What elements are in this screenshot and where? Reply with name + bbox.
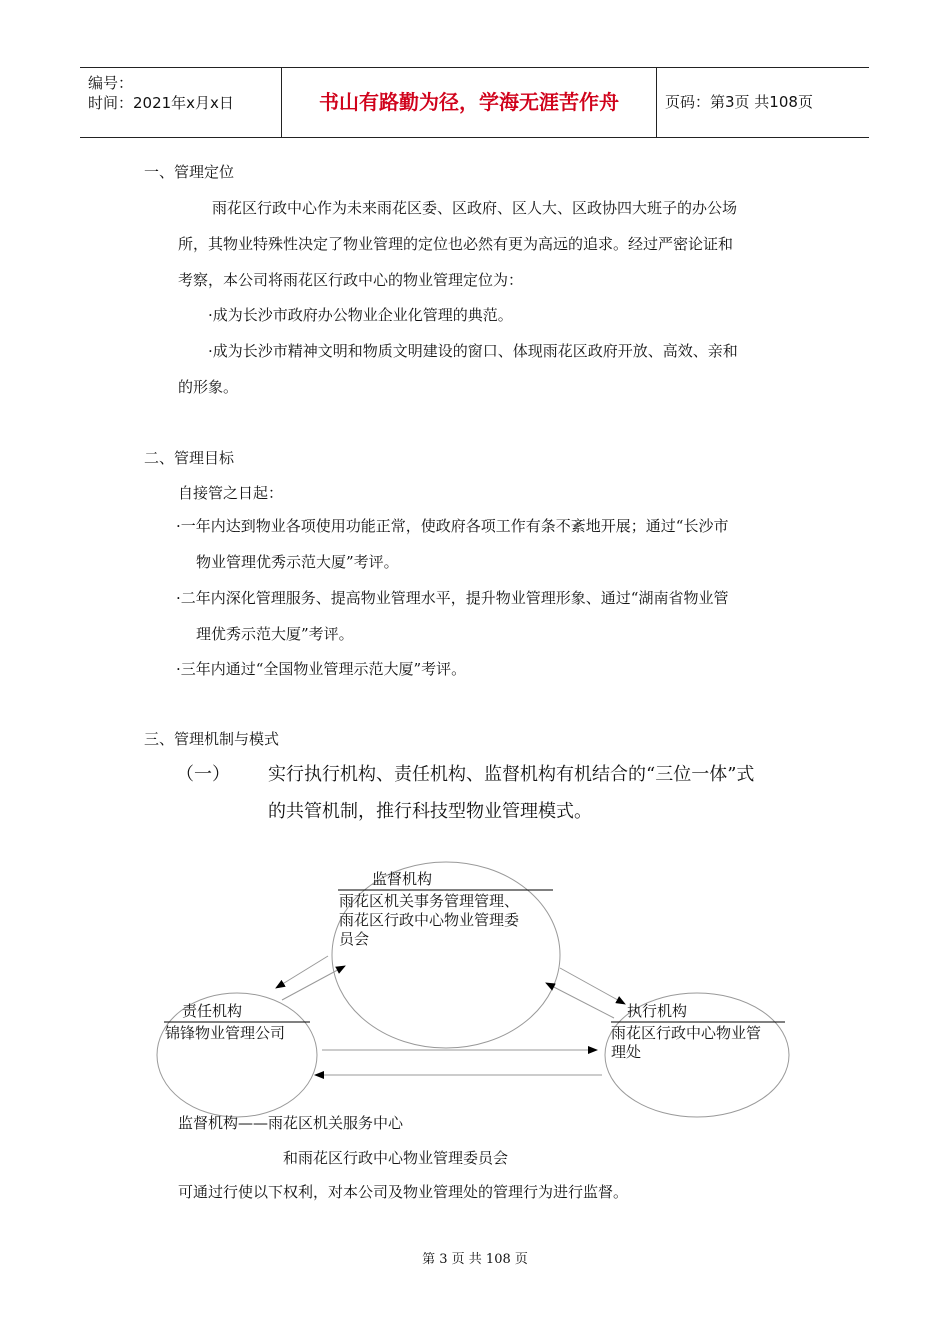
- section2-item2-line1: ·二年内深化管理服务、提高物业管理水平，提升物业管理形象、通过“湖南省物业管: [176, 589, 729, 607]
- section3-title: 三、管理机制与模式: [144, 730, 280, 748]
- after-line3: 可通过行使以下权利，对本公司及物业管理处的管理行为进行监督。: [178, 1183, 629, 1201]
- arrow-execute-to-supervise: [546, 983, 614, 1018]
- section1-title: 一、管理定位: [144, 163, 235, 181]
- arrow-supervise-to-execute: [560, 968, 625, 1004]
- section1-bullet2-line2: 的形象。: [178, 378, 239, 396]
- page-footer: 第 3 页 共 108 页: [422, 1252, 528, 1267]
- supervise-line1: 雨花区机关事务管理管理、: [339, 892, 520, 910]
- section2-intro: 自接管之日起：: [178, 484, 284, 502]
- section1-bullet2-line1: ·成为长沙市精神文明和物质文明建设的窗口、体现雨花区政府开放、高效、亲和: [208, 342, 738, 360]
- section2-item3: ·三年内通过“全国物业管理示范大厦”考评。: [176, 660, 467, 678]
- execute-line2: 理处: [611, 1043, 642, 1061]
- section1-para1-line3: 考察，本公司将雨花区行政中心的物业管理定位为：: [178, 271, 524, 289]
- section1-bullet1: ·成为长沙市政府办公物业企业化管理的典范。: [208, 306, 513, 324]
- supervise-title: 监督机构: [372, 870, 433, 888]
- section1-para1-line2: 所，其物业特殊性决定了物业管理的定位也必然有更为高远的追求。经过严密论证和: [178, 235, 734, 253]
- after-line1: 监督机构——雨花区机关服务中心: [178, 1114, 404, 1132]
- number-label: 编号：: [88, 74, 134, 92]
- section3-sub-line1: 实行执行机构、责任机构、监督机构有机结合的“三位一体”式: [268, 764, 755, 785]
- after-line2: 和雨花区行政中心物业管理委员会: [283, 1149, 509, 1167]
- motto: 书山有路勤为径，学海无涯苦作舟: [282, 68, 657, 137]
- page-info: 页码：第3页 共108页: [665, 93, 813, 111]
- section2-item1-line1: ·一年内达到物业各项使用功能正常，使政府各项工作有条不紊地开展；通过“长沙市: [176, 517, 729, 535]
- arrow-supervise-to-responsible: [276, 956, 328, 988]
- section1-para1-line1: 雨花区行政中心作为未来雨花区委、区政府、区人大、区政协四大班子的办公场: [212, 199, 738, 217]
- section3-sub-marker: （一）: [176, 764, 230, 785]
- supervise-line2: 雨花区行政中心物业管理委: [339, 911, 520, 929]
- execute-line1: 雨花区行政中心物业管: [611, 1024, 762, 1042]
- execute-title: 执行机构: [627, 1002, 688, 1020]
- section3-sub-line2: 的共管机制，推行科技型物业管理模式。: [268, 801, 592, 822]
- responsible-title: 责任机构: [182, 1002, 243, 1020]
- section2-title: 二、管理目标: [144, 449, 235, 467]
- time-label: 时间：2021年x月x日: [88, 94, 234, 112]
- responsible-body: 锦锋物业管理公司: [165, 1024, 286, 1042]
- supervise-line3: 员会: [339, 930, 370, 948]
- section2-item2-line2: 理优秀示范大厦”考评。: [196, 625, 354, 643]
- section2-item1-line2: 物业管理优秀示范大厦”考评。: [196, 553, 399, 571]
- arrow-responsible-to-supervise: [282, 966, 345, 1000]
